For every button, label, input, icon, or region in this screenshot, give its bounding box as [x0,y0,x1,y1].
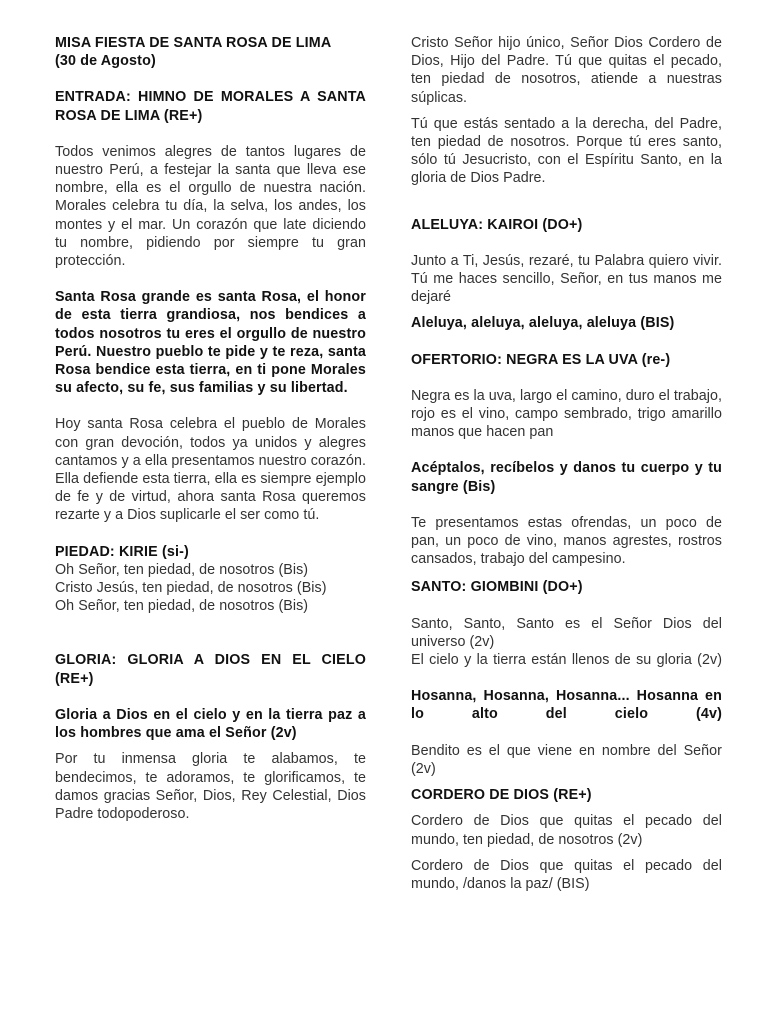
body-paragraph: Negra es la uva, largo el camino, duro el trabajo, rojo es el vino, campo sembrado, trigo amarillo manos que hacen pan [411,387,722,441]
body-paragraph: Por tu inmensa gloria te alabamos, te bendecimos, te adoramos, te glorificamos, te damos gracias Señor, Dios, Rey Celestial, Dios Padre todopoderoso. [55,751,366,822]
body-paragraph: Tú que estás sentado a la derecha, del Padre, ten piedad de nosotros. Porque tú eres santo, sólo tú Jesucristo, con el Espíritu Santo, en la gloria de Dios Padre. [411,115,722,187]
section-heading: PIEDAD: KIRIE (si-) [55,543,189,560]
body-paragraph: Hoy santa Rosa celebra el pueblo de Morales con gran devoción, todos ya unidos y alegres cantamos y a ella presentamos nuestro corazón. Ella defiende esta tierra, ella es siempre ejemplo de fe y de virtud, ahora santa Rosa queremos rezarte y a Dios suplicarle el ser como tú. [55,416,366,524]
body-paragraph: Oh Señor, ten piedad, de nosotros (Bis) [55,561,309,578]
body-paragraph: Bendito es el que viene en nombre del Señor (2v) [411,742,722,777]
section-heading: OFERTORIO: NEGRA ES LA UVA (re-) [411,351,671,368]
body-paragraph: Cordero de Dios que quitas el pecado del mundo, ten piedad, de nosotros (2v) [411,813,722,848]
body-paragraph: Oh Señor, ten piedad, de nosotros (Bis) [55,598,309,615]
body-paragraph: Junto a Ti, Jesús, rezaré, tu Palabra quiero vivir. Tú me haces sencillo, Señor, en tus manos me dejaré [411,252,722,306]
section-heading: MISA FIESTA DE SANTA ROSA DE LIMA [55,35,332,51]
section-heading: ALELUYA: KAIROI (DO+) [411,216,583,233]
body-paragraph: Cristo Jesús, ten piedad, de nosotros (Bis) [55,580,327,597]
section-heading: GLORIA: GLORIA A DIOS EN EL CIELO (RE+) [55,652,366,687]
body-paragraph: Cordero de Dios que quitas el pecado del mundo, /danos la paz/ (BIS) [411,857,722,892]
section-heading: SANTO: GIOMBINI (DO+) [411,579,583,596]
refrain-paragraph: Aleluya, aleluya, aleluya, aleluya (BIS) [411,315,675,332]
body-paragraph: Todos venimos alegres de tantos lugares de nuestro Perú, a festejar la santa que lleva ese nombre, ella es el orgullo de nuestra nación. Morales celebra tu día, la selva, los andes, los montes y el mar. Un corazón que late diciendo tu nombre, pidiendo por siempre tu gran protección. [55,143,366,270]
left-column [55,34,366,823]
right-column [411,34,722,893]
body-paragraph: Cristo Señor hijo único, Señor Dios Cordero de Dios, Hijo del Padre. Tú que quitas el pecado, ten piedad de nosotros, atiende a nuestras súplicas. [411,35,722,106]
section-heading: (30 de Agosto) [55,53,156,70]
body-paragraph: Te presentamos estas ofrendas, un poco de pan, un poco de vino, manos agrestes, rostros cansados, trabajo del campesino. [411,514,722,568]
refrain-paragraph: Gloria a Dios en el cielo y en la tierra paz a los hombres que ama el Señor (2v) [55,706,366,742]
refrain-paragraph: Hosanna, Hosanna, Hosanna... Hosanna en lo alto del cielo (4v) [411,688,722,723]
body-paragraph: El cielo y la tierra están llenos de su gloria (2v) [411,652,722,669]
refrain-paragraph: Santa Rosa grande es santa Rosa, el honor de esta tierra grandiosa, nos bendices a todos nosotros tu eres el orgullo de nuestro Perú. Nuestro pueblo te pide y te reza, santa Rosa bendice esta tierra, en ti pone Morales su afecto, su fe, sus familias y su libertad. [55,289,366,397]
section-heading: CORDERO DE DIOS (RE+) [411,787,592,804]
section-heading: ENTRADA: HIMNO DE MORALES A SANTA ROSA DE LIMA (RE+) [55,89,366,124]
refrain-paragraph: Acéptalos, recíbelos y danos tu cuerpo y tu sangre (Bis) [411,460,722,495]
body-paragraph: Santo, Santo, Santo es el Señor Dios del universo (2v) [411,615,722,650]
